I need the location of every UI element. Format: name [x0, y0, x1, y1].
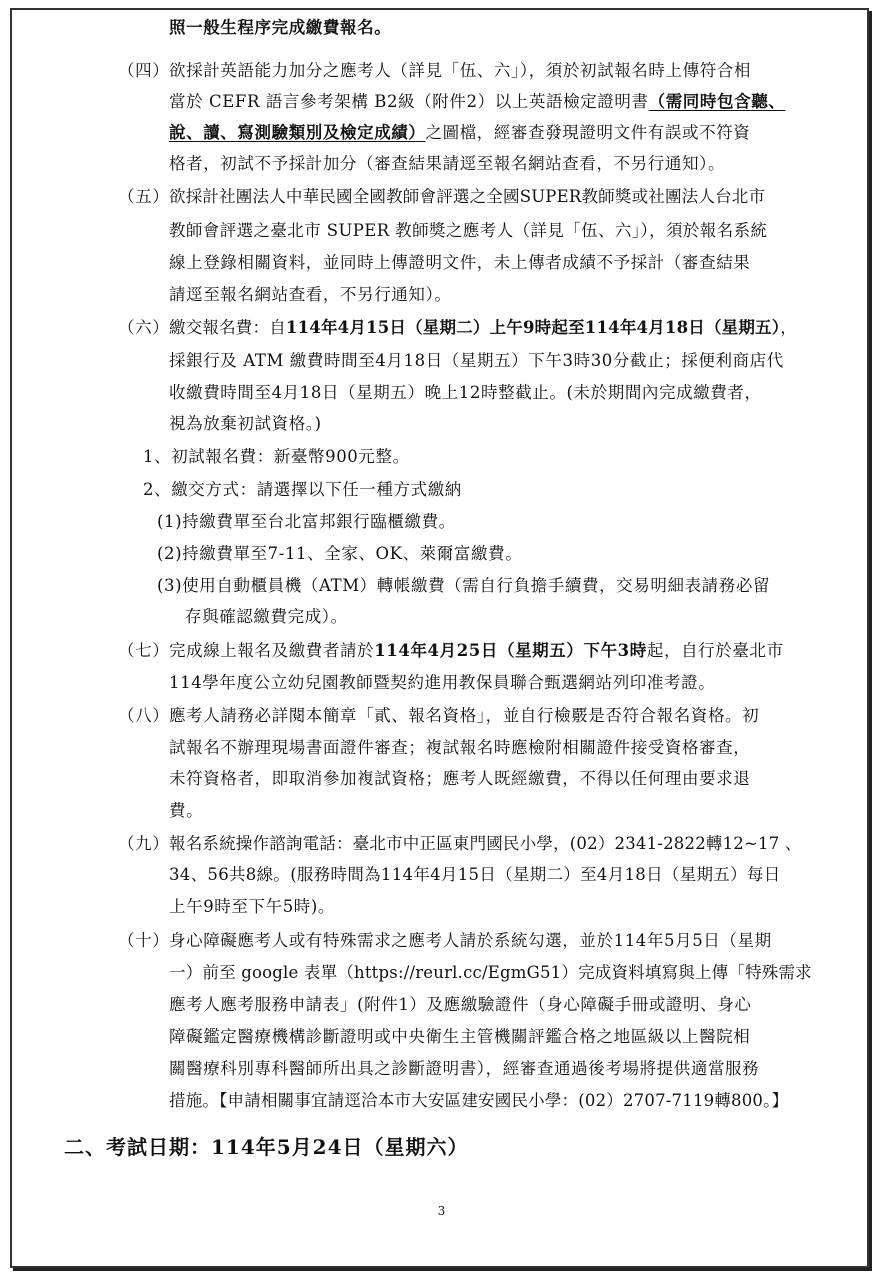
emphasis-text: （需同時包含聽、: [648, 92, 786, 111]
paragraph-line: 欲採計社團法人中華民國全國教師會評選之全國SUPER教師獎或社團法人台北市: [169, 187, 766, 206]
paragraph-line: 視為放棄初試資格。): [169, 414, 322, 433]
paragraph-line: 114學年度公立幼兒園教師暨契約進用教保員聯合甄選網站列印准考證。: [169, 673, 716, 692]
paragraph-line: 教師會評選之臺北市 SUPER 教師獎之應考人（詳見「伍、六」），須於報名系統: [169, 221, 768, 240]
paragraph-line: 繳交報名費：自114年4月15日（星期二）上午9時起至114年4月18日（星期五），: [169, 318, 797, 337]
paragraph-line: 照一般生程序完成繳費報名。: [169, 18, 392, 37]
item-label-8: （八）: [118, 706, 170, 725]
sub-item: 存與確認繳費完成）。: [185, 607, 348, 626]
paragraph-line: 當於 CEFR 語言參考架構 B2級（附件2）以上英語檢定證明書（需同時包含聽、: [169, 92, 786, 111]
paragraph-line: 一）前至 google 表單（https://reurl.cc/EgmG51）完成資料填寫與上傳「特殊需求: [169, 963, 812, 982]
paragraph-line: 關醫療科別專科醫師所出具之診斷證明書），經審查通過後考場將提供適當服務: [169, 1059, 760, 1078]
paragraph-line: 34、56共8線。(服務時間為114年4月15日（星期二）至4月18日（星期五）每日: [169, 865, 781, 884]
paragraph-line: 障礙鑑定醫療機構診斷證明或中央衛生主管機關評鑑合格之地區級以上醫院相: [169, 1027, 751, 1046]
paragraph-line: 採銀行及 ATM 繳費時間至4月18日（星期五）下午3時30分截止；採便利商店代: [169, 351, 784, 370]
item-label-10: （十）: [118, 931, 170, 950]
paragraph-line: 格者，初試不予採計加分（審查結果請逕至報名網站查看，不另行通知）。: [169, 154, 726, 173]
paragraph-line: 應考人請務必詳閱本簡章「貳、報名資格」，並自行檢覈是否符合報名資格。初: [169, 706, 760, 725]
paragraph-line: 未符資格者，即取消參加複試資格；應考人既經繳費，不得以任何理由要求退: [169, 769, 751, 788]
emphasis-text: 114年4月15日（星期二）上午9時起至114年4月18日（星期五）: [285, 318, 781, 337]
sub-item: 2、繳交方式：請選擇以下任一種方式繳納: [143, 480, 462, 499]
sub-item: (1)持繳費單至台北富邦銀行臨櫃繳費。: [157, 512, 456, 531]
paragraph-line: 試報名不辦理現場書面證件審查；複試報名時應檢附相關證件接受資格審查，: [169, 738, 751, 757]
paragraph-line: 報名系統操作諮詢電話：臺北市中正區東門國民小學，(02）2341-2822轉12~17 、: [169, 834, 802, 853]
paragraph-line: 措施。【申請相關事宜請逕洽本市大安區建安國民小學：(02）2707-7119轉800。】: [169, 1091, 789, 1110]
paragraph-line: 上午9時至下午5時)。: [169, 897, 336, 916]
sub-item: 1、初試報名費：新臺幣900元整。: [143, 447, 410, 466]
paragraph-line: 說、讀、寫測驗類別及檢定成績）之圖檔，經審查發現證明文件有誤或不符資: [169, 123, 751, 142]
item-label-4: （四）: [118, 61, 170, 80]
paragraph-line: 線上登錄相關資料，並同時上傳證明文件，未上傳者成績不予採計（審查結果: [169, 253, 751, 272]
paragraph-line: 收繳費時間至4月18日（星期五）晚上12時整截止。(未於期間內完成繳費者，: [169, 383, 762, 402]
paragraph-line: 欲採計英語能力加分之應考人（詳見「伍、六」），須於初試報名時上傳符合相: [169, 61, 751, 80]
item-label-5: （五）: [118, 187, 170, 206]
item-label-7: （七）: [118, 641, 170, 660]
sub-item: (3)使用自動櫃員機（ATM）轉帳繳費（需自行負擔手續費，交易明細表請務必留: [157, 576, 771, 595]
section-heading: 二、考試日期：114年5月24日（星期六）: [64, 1135, 469, 1159]
paragraph-line: 身心障礙應考人或有特殊需求之應考人請於系統勾選，並於114年5月5日（星期: [169, 931, 772, 950]
paragraph-line: 應考人應考服務申請表」(附件1）及應繳驗證件（身心障礙手冊或證明、身心: [169, 995, 752, 1014]
page-number: 3: [437, 1204, 446, 1218]
emphasis-text: 說、讀、寫測驗類別及檢定成績）: [169, 123, 426, 142]
paragraph-line: 完成線上報名及繳費者請於114年4月25日（星期五）下午3時起，自行於臺北市: [169, 641, 784, 660]
emphasis-text: 114年4月25日（星期五）下午3時: [374, 641, 647, 660]
paragraph-line: 費。: [169, 801, 204, 820]
sub-item: (2)持繳費單至7-11、全家、OK、萊爾富繳費。: [157, 544, 523, 563]
paragraph-line: 請逕至報名網站查看，不另行通知）。: [169, 285, 452, 304]
item-label-6: （六）: [118, 318, 170, 337]
item-label-9: （九）: [118, 834, 170, 853]
